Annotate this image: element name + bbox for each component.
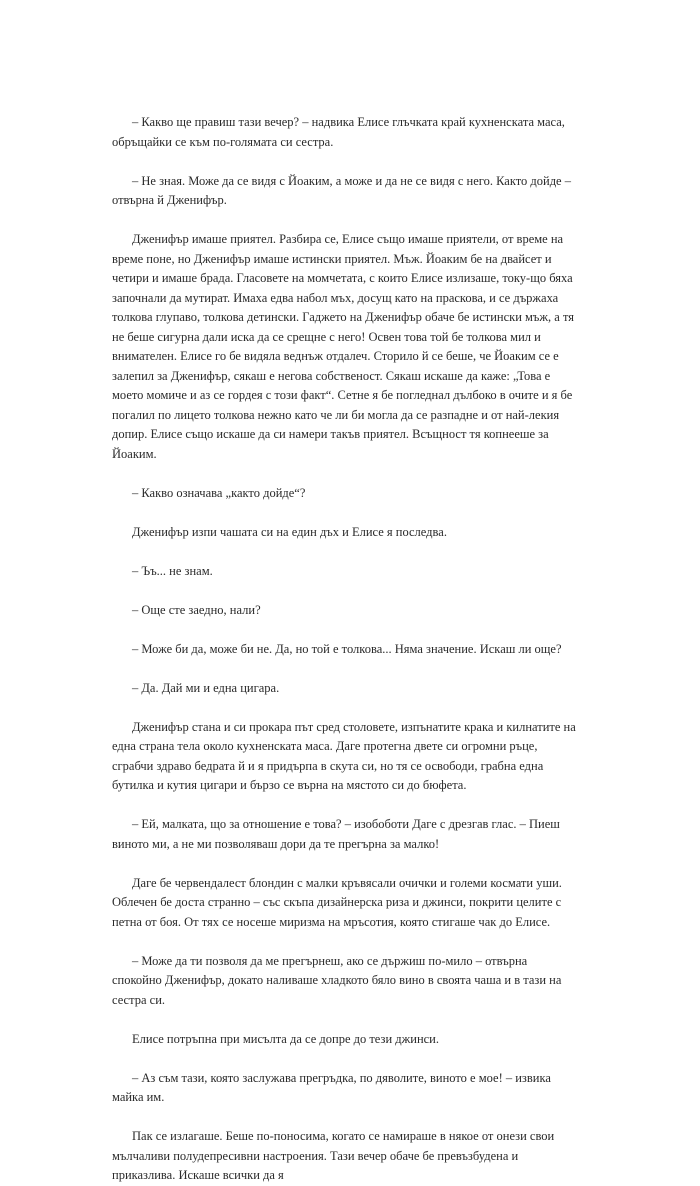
paragraph: Пак се излагаше. Беше по-поносима, когато се намираше в някое от онези свои мълчаливи полудепресивни настроения. Тази вечер обаче бе превъзбудена и приказлива. Искаше всички да я <box>112 1129 555 1182</box>
paragraph: Елисе потръпна при мисълта да се допре до тези джинси. <box>132 1031 440 1046</box>
paragraph: – Какво означава „както дойде“? <box>132 485 306 500</box>
paragraph: – Може би да, може би не. Да, но той е толкова... Няма значение. Искаш ли още? <box>132 641 562 656</box>
paragraph: Дженифър изпи чашата си на един дъх и Елисе я последва. <box>132 524 447 539</box>
paragraph: Дженифър стана и си прокара път сред столовете, изпънатите крака и килнатите на една страна тела около кухненската маса. Даге протегна двете си огромни ръце, сграбчи здраво бедрата й и я придърпа в скута си, но тя се освободи, грабна една бутилка и кутия цигари и бързо се върна на мястото си до бюфета. <box>112 719 576 792</box>
paragraph: – Може да ти позволя да ме прегърнеш, ако се държиш по-мило – отвърна спокойно Дженифър, докато наливаше хладкото бяло вино в своята чаша и в тази на сестра си. <box>112 953 562 1007</box>
paragraph: – Ей, малката, що за отношение е това? – изобоботи Даге с дрезгав глас. – Пиеш виното ми, а не ми позволяваш дори да те прегърна за малко! <box>112 817 560 851</box>
paragraph: – Аз съм тази, която заслужава прегръдка, по дяволите, виното е мое! – извика майка им. <box>112 1070 551 1104</box>
paragraph: – Какво ще правиш тази вечер? – надвика Елисе глъчката край кухненската маса, обръщайки се към по-голямата си сестра. <box>112 115 565 149</box>
paragraph: Даге бе червендалест блондин с малки кръвясали очички и големи космати уши. Облечен бе доста странно – със скъпа дизайнерска риза и джинси, покрити целите с петна от боя. От тях се носеше миризма на мръсотия, която стигаше чак до Елисе. <box>112 875 562 929</box>
paragraph: Дженифър имаше приятел. Разбира се, Елисе също имаше приятели, от време на време поне, но Дженифър имаше истински приятел. Мъж. Йоаким бе на двайсет и четири и имаше брада. Гласовете на момчетата, с които Елисе излизаше, току-що бяха започнали да мутират. Имаха едва набол мъх, досущ като на праскова, и се държаха толкова глупаво, толкова детински. Гаджето на Дженифър обаче бе истински мъж, а тя не беше сигурна дали иска да се срещне с него! Освен това той бе толкова мил и внимателен. Елисе го бе видяла веднъж отдалеч. Сторило й се беше, че Йоаким се е залепил за Дженифър, сякаш е негова собственост. Сякаш искаше да каже: „Това е моето момиче и аз се гордея с този факт“. Сетне я бе погледнал дълбоко в очите и я бе погалил по лицето толкова нежно като че ли би могла да се разпадне и от най-лекия допир. Елисе също искаше да си намери такъв приятел. Всъщност тя копнееше за Йоаким. <box>112 232 575 461</box>
paragraph: – Не зная. Може да се видя с Йоаким, а може и да не се видя с него. Както дойде – отвърна й Дженифър. <box>112 173 571 207</box>
paragraph: – Да. Дай ми и една цигара. <box>132 680 280 695</box>
paragraph: – Ъъ... не знам. <box>132 563 213 578</box>
paragraph: – Още сте заедно, нали? <box>132 602 261 617</box>
